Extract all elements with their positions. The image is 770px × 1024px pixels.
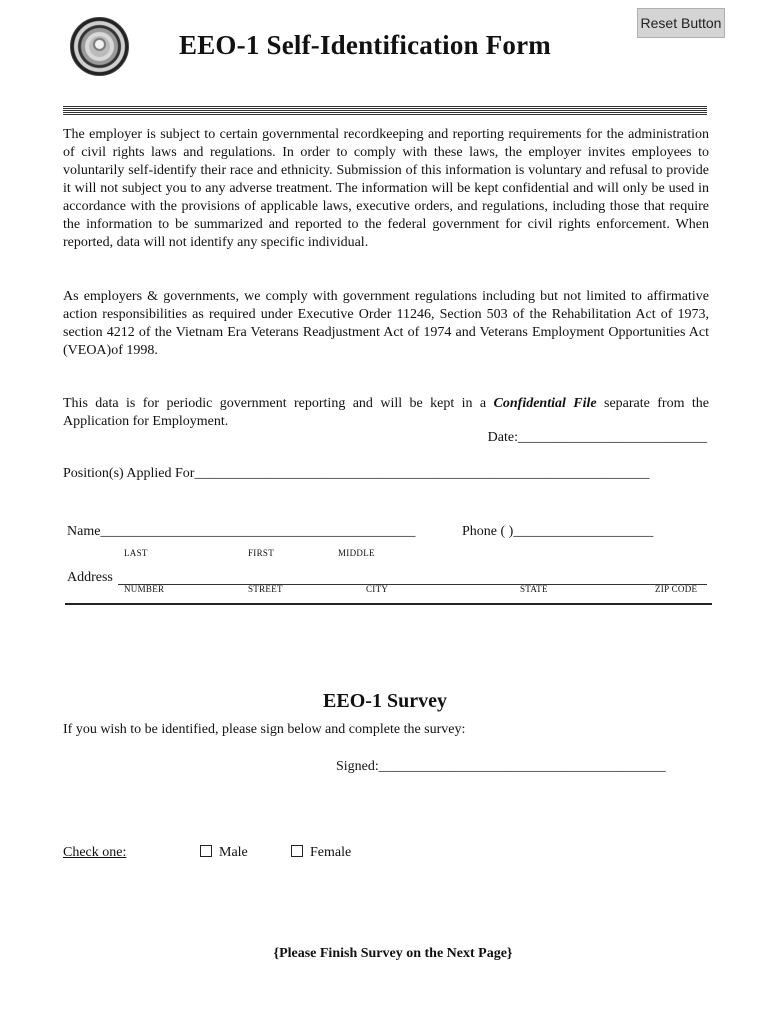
first-name-label: FIRST <box>248 548 275 558</box>
address-city-label: CITY <box>366 584 389 594</box>
middle-name-label: MIDDLE <box>338 548 375 558</box>
address-state-label: STATE <box>520 584 548 594</box>
next-page-note: {Please Finish Survey on the Next Page} <box>273 946 513 961</box>
intro-paragraph-3 <box>63 395 709 431</box>
section-divider <box>65 603 712 605</box>
survey-title: EEO-1 Survey <box>323 690 447 712</box>
reset-button[interactable]: Reset Button <box>637 8 725 38</box>
check-one-label: Check one: <box>63 845 127 860</box>
female-checkbox[interactable] <box>291 845 303 857</box>
intro-paragraph-2: As employers & governments, we comply with government regulations including but not limited to affirmative action responsibilities as required under Executive Order 11246, Section 503 of the Rehabilitation Act of 1973, section 4212 of the Vietnam Era Veterans Readjustment Act of 1974 and Veterans Employment Opportunities Act (VEOA)of 1998. <box>63 289 709 358</box>
paragraph-3-text-start: This data is for periodic government reporting and will be kept in a <box>63 396 494 411</box>
male-label: Male <box>219 845 248 860</box>
male-checkbox[interactable] <box>200 845 212 857</box>
signature-field[interactable]: Signed:_________________________________________ <box>336 759 666 774</box>
page-title: EEO-1 Self-Identification Form <box>179 30 551 60</box>
name-field[interactable]: Name_____________________________________________ <box>67 524 416 539</box>
female-label: Female <box>310 845 352 860</box>
position-applied-field[interactable]: Position(s) Applied For_________________________________________________________________ <box>63 466 650 481</box>
confidential-file-emphasis: Confidential File <box>493 396 597 411</box>
intro-paragraph-1: The employer is subject to certain governmental recordkeeping and reporting requirements for the administration of civil rights laws and regulations. In order to comply with these laws, the employer invites employees to voluntarily self-identify their race and ethnicity. Submission of this information is voluntary and refusal to provide it will not subject you to any adverse treatment. The information will be kept confidential and will only be used in accordance with the provisions of applicable laws, executive orders, and regulations, including those that require the information to be summarized and reported to the federal government for civil rights enforcement. When reported, data will not identify any specific individual. <box>63 127 709 250</box>
address-number-label: NUMBER <box>124 584 165 594</box>
header-rule <box>63 106 707 116</box>
address-field[interactable] <box>118 584 707 585</box>
paragraph-3-text-end: separate from the Application for Employment. <box>63 396 709 429</box>
address-zip-label: ZIP CODE <box>655 584 698 594</box>
date-field[interactable]: Date:___________________________ <box>487 430 707 445</box>
address-street-label: STREET <box>248 584 283 594</box>
survey-instruction: If you wish to be identified, please sign below and complete the survey: <box>63 722 466 737</box>
last-name-label: LAST <box>124 548 148 558</box>
address-label: Address <box>67 570 113 585</box>
phone-field[interactable]: Phone ( )____________________ <box>462 524 654 539</box>
